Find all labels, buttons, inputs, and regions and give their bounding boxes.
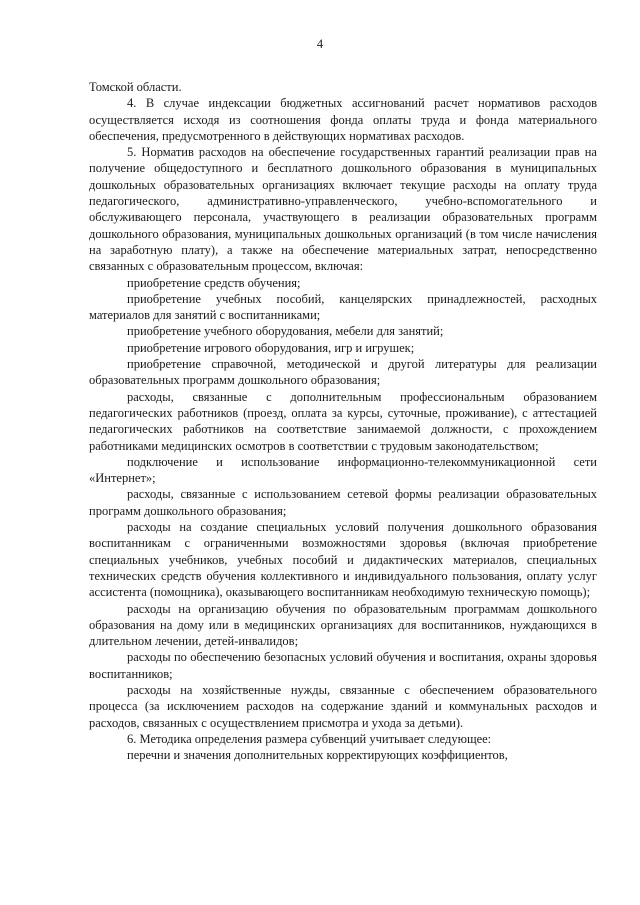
list-item-literature: приобретение справочной, методической и другой литературы для реализации образовательных программ дошкольного образования; [89,357,597,388]
list-item-safety: расходы по обеспечению безопасных условий обучения и воспитания, охраны здоровья воспитанников; [89,650,597,681]
page-number: 4 [316,37,324,51]
list-item-network-form: расходы, связанные с использованием сетевой формы реализации образовательных программ дошкольного образования; [89,487,597,518]
paragraph-item-5: 5. Норматив расходов на обеспечение государственных гарантий реализации прав на получение общедоступного и бесплатного дошкольного образования в муниципальных дошкольных образовательных организациях включает текущие расходы на оплату труда педагогического, административно-управленческого, учебно-вспомогательного и обслуживающего персонала, участвующего в реализации образовательных программ дошкольного образования, муниципальных дошкольных организаций (в том числе начисления на заработную плату), а также на обеспечение материальных затрат, непосредственно связанных с образовательным процессом, включая: [89,145,597,274]
paragraph-item-6: 6. Методика определения размера субвенций учитывает следующее: [127,731,492,746]
list-item-games-toys: приобретение игрового оборудования, игр и игрушек; [127,340,415,355]
paragraph-coefficients: перечни и значения дополнительных корректирующих коэффициентов, [127,748,508,763]
list-item-professional-education: расходы, связанные с дополнительным профессиональным образованием педагогических работников (проезд, оплата за курсы, суточные, проживание), с аттестацией педагогических работников на соответствие занимаемой должности, с прохождением работниками медицинских осмотров в соответствии с трудовым законодательством; [89,389,597,453]
list-item-teaching-aids: приобретение средств обучения; [127,275,301,290]
paragraph-continuation: Томской области. [89,80,182,94]
list-item-textbooks-supplies: приобретение учебных пособий, канцелярских принадлежностей, расходных материалов для занятий с воспитанниками; [89,291,597,323]
list-item-equipment-furniture: приобретение учебного оборудования, мебели для занятий; [127,324,444,339]
list-item-special-conditions: расходы на создание специальных условий получения дошкольного образования воспитанникам с ограниченными возможностями здоровья (включая приобретение специальных учебников, учебных пособий и дидактических материалов, специальных технических средств обучения коллективного и индивидуального пользования, оплату услуг ассистента (помощника), оказывающего воспитанникам необходимую техническую помощь); [89,520,597,600]
paragraph-item-4: 4. В случае индексации бюджетных ассигнований расчет нормативов расходов осуществляется исходя из соотношения фонда оплаты труда и фонда материального обеспечения, предусмотренного в действующих нормативах расходов. [89,96,597,143]
document-body [89,79,597,763]
list-item-internet: подключение и использование информационно-телекоммуникационной сети «Интернет»; [89,454,597,486]
list-item-household-needs: расходы на хозяйственные нужды, связанные с обеспечением образовательного процесса (за исключением расходов на содержание зданий и коммунальных расходов и расходов, связанных с осуществлением присмотра и ухода за детьми). [89,682,597,730]
list-item-home-education: расходы на организацию обучения по образовательным программам дошкольного образования на дому или в медицинских организациях для воспитанников, нуждающихся в длительном лечении, детей-инвалидов; [89,601,597,649]
